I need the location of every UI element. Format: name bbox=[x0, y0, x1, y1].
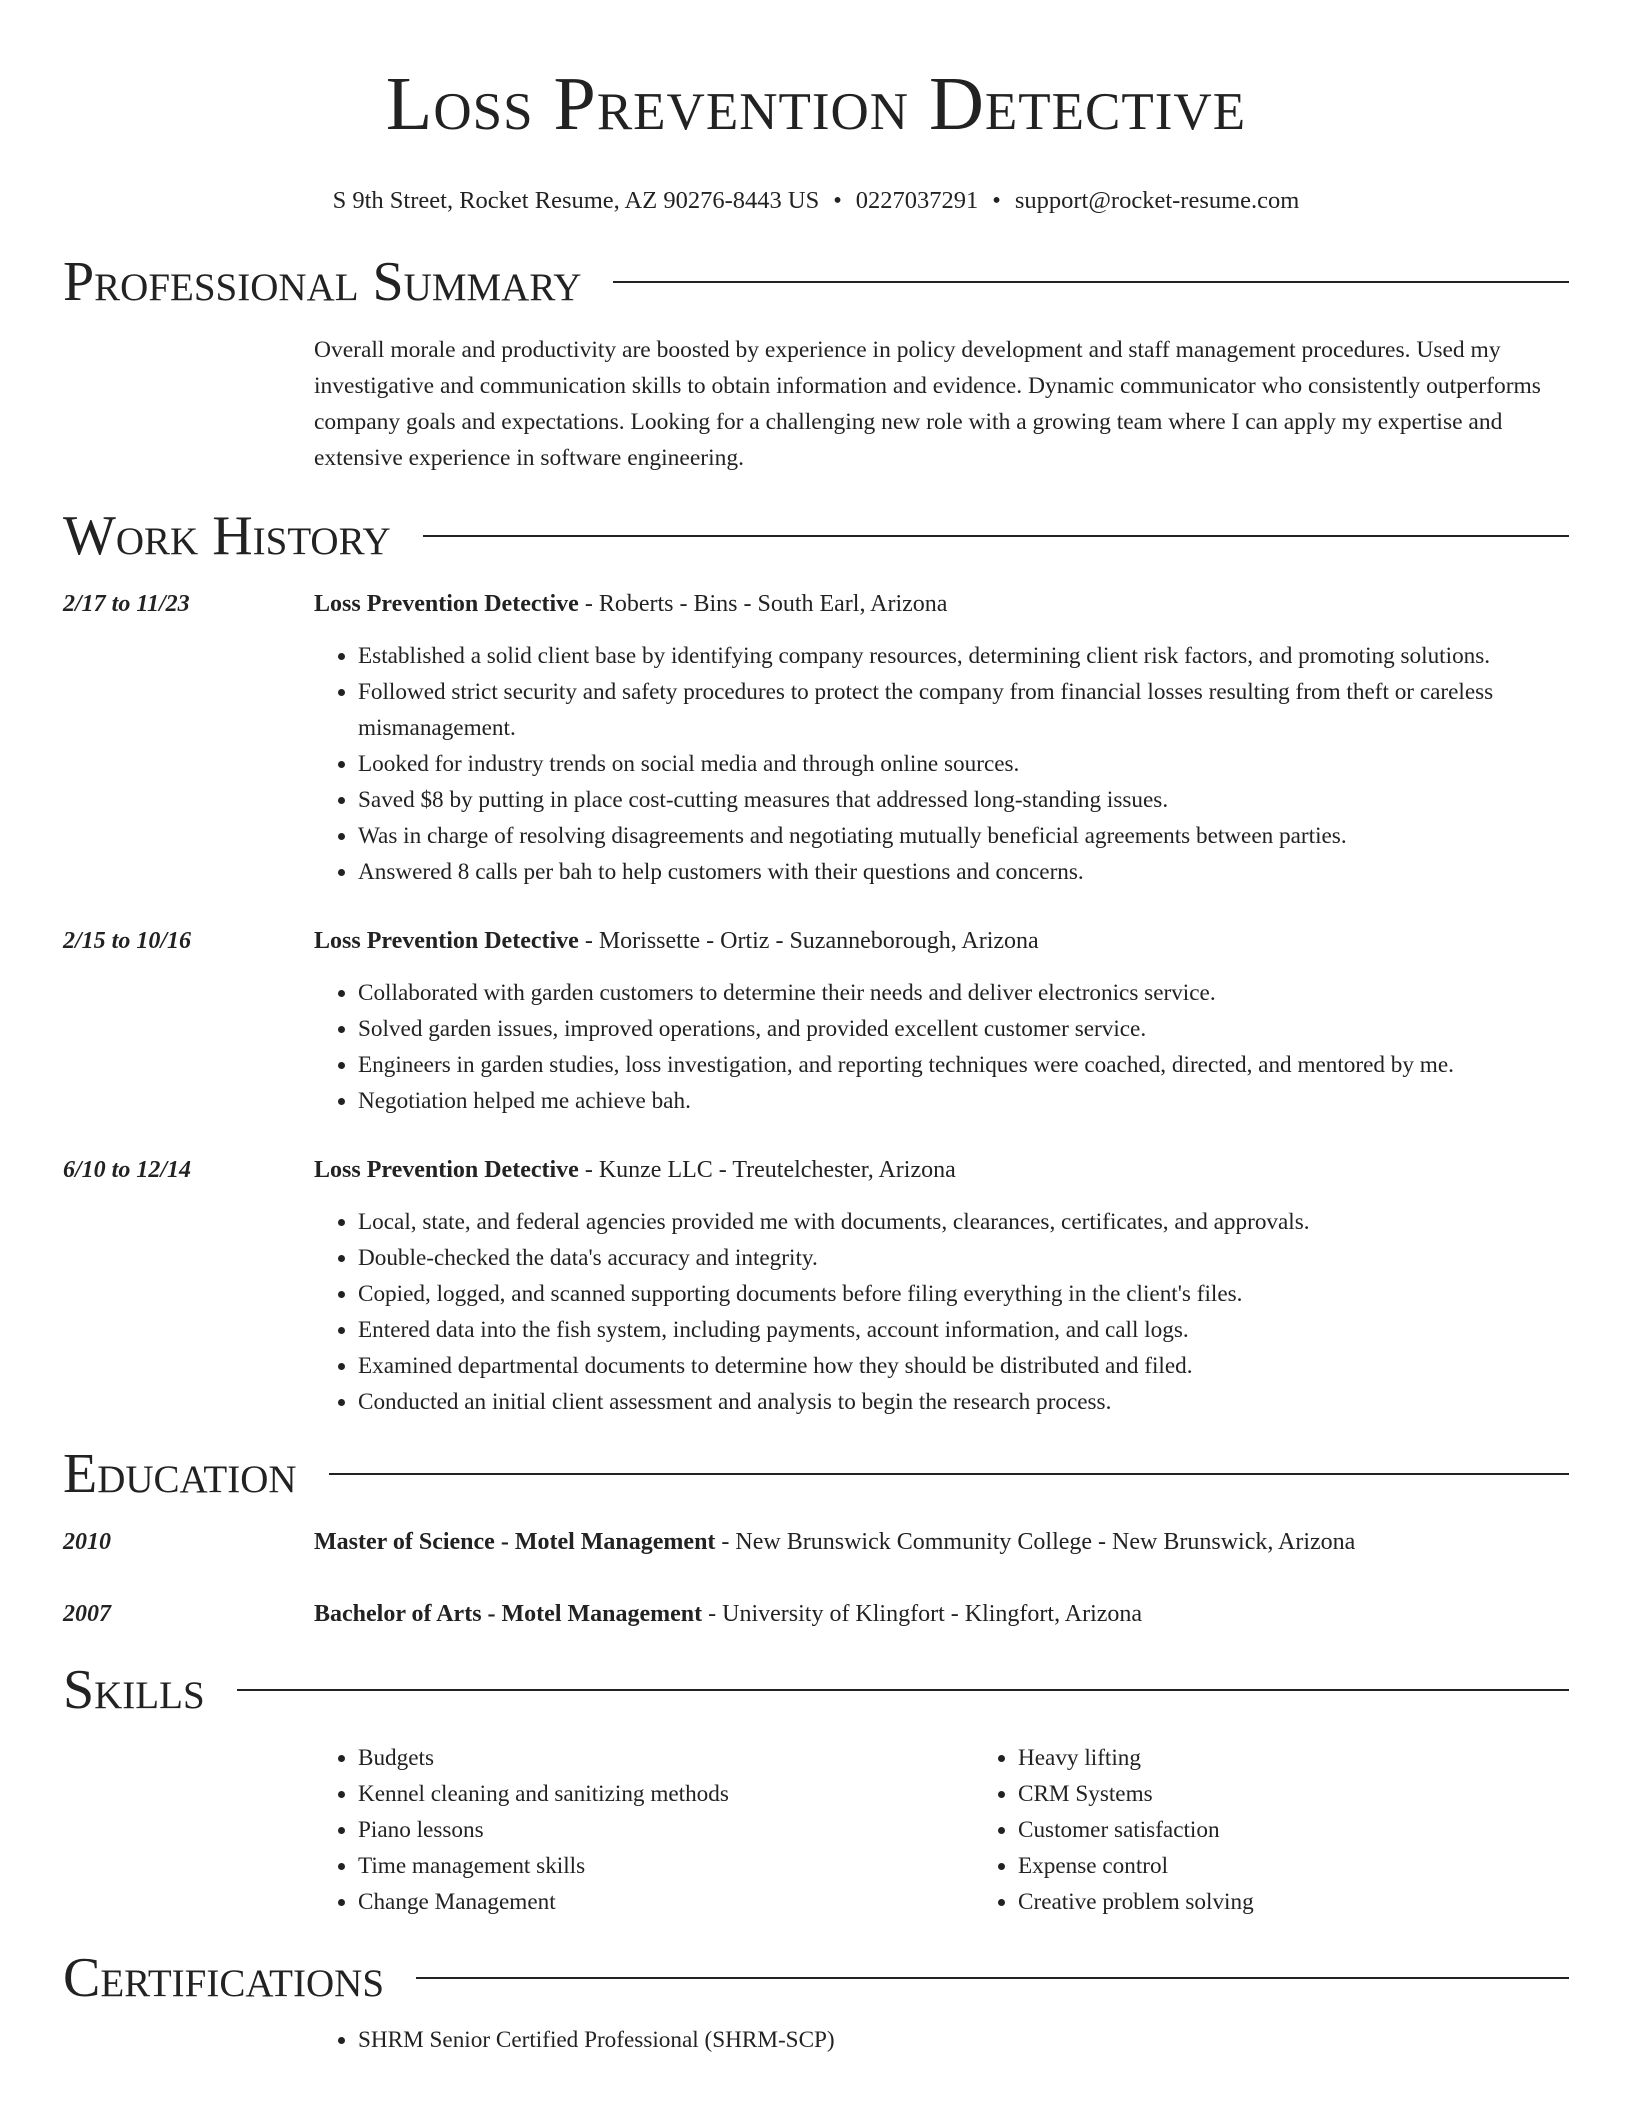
job-bullets bbox=[314, 638, 1569, 890]
job-title: Loss Prevention Detective bbox=[314, 1157, 579, 1183]
section-header-certifications bbox=[63, 1948, 1569, 2008]
list-item: • Negotiation helped me achieve bah. bbox=[358, 1083, 1569, 1119]
job-dates: 6/10 to 12/14 bbox=[63, 1157, 192, 1183]
skills-columns bbox=[314, 1740, 1632, 1920]
skills-list bbox=[974, 1740, 1632, 1920]
section-rule bbox=[423, 535, 1569, 537]
list-item: • Budgets bbox=[358, 1740, 974, 1776]
job-bullets bbox=[314, 975, 1569, 1119]
education-year: 2007 bbox=[63, 1601, 111, 1627]
job-entry bbox=[63, 586, 1569, 890]
list-item: • SHRM Senior Certified Professional (SHRM-SCP) bbox=[358, 2022, 1569, 2058]
list-item: • Was in charge of resolving disagreements and negotiating mutually beneficial agreements between parties. bbox=[358, 818, 1569, 854]
contact-separator: • bbox=[833, 187, 842, 214]
list-item: • Entered data into the fish system, including payments, account information, and call logs. bbox=[358, 1312, 1569, 1348]
list-item: • Answered 8 calls per bah to help customers with their questions and concerns. bbox=[358, 854, 1569, 890]
skills-row bbox=[63, 1740, 1569, 1920]
education-degree: Bachelor of Arts - Motel Management bbox=[314, 1601, 703, 1627]
certifications-list bbox=[314, 2022, 1569, 2058]
section-title-summary: Professional Summary bbox=[63, 251, 582, 313]
summary-text: Overall morale and productivity are boosted by experience in policy development and staff management procedures. Used my investigative and communication skills to obtain information and evidence. Dynamic communicator who consistently outperforms company goals and expectations. Looking for a challenging new role with a growing team where I can apply my expertise and extensive experience in software engineering. bbox=[314, 337, 1541, 471]
section-rule bbox=[237, 1689, 1569, 1691]
list-item: • Solved garden issues, improved operations, and provided excellent customer service. bbox=[358, 1011, 1569, 1047]
education-details: - University of Klingfort - Klingfort, Arizona bbox=[702, 1601, 1143, 1627]
job-heading bbox=[314, 923, 1569, 959]
section-header-work bbox=[63, 506, 1569, 566]
list-item: • Kennel cleaning and sanitizing methods bbox=[358, 1776, 974, 1812]
section-header-education bbox=[63, 1444, 1569, 1504]
contact-phone: 0227037291 bbox=[855, 187, 979, 214]
contact-address: S 9th Street, Rocket Resume, AZ 90276-8443 US bbox=[332, 187, 820, 214]
list-item: • Expense control bbox=[1018, 1848, 1632, 1884]
list-item: • CRM Systems bbox=[1018, 1776, 1632, 1812]
section-header-summary bbox=[63, 252, 1569, 312]
job-title: Loss Prevention Detective bbox=[314, 591, 579, 617]
list-item: • Engineers in garden studies, loss investigation, and reporting techniques were coached, directed, and mentored by me. bbox=[358, 1047, 1569, 1083]
job-title: Loss Prevention Detective bbox=[314, 928, 579, 954]
section-title-skills: Skills bbox=[63, 1659, 205, 1721]
section-header-skills bbox=[63, 1660, 1569, 1720]
list-item: • Heavy lifting bbox=[1018, 1740, 1632, 1776]
list-item: • Piano lessons bbox=[358, 1812, 974, 1848]
job-details: - Morissette - Ortiz - Suzanneborough, Arizona bbox=[578, 928, 1039, 954]
list-item: • Customer satisfaction bbox=[1018, 1812, 1632, 1848]
job-details: - Kunze LLC - Treutelchester, Arizona bbox=[578, 1157, 956, 1183]
list-item: • Followed strict security and safety procedures to protect the company from financial losses resulting from theft or careless mismanagement. bbox=[358, 674, 1569, 746]
section-title-education: Education bbox=[63, 1443, 297, 1505]
job-dates: 2/15 to 10/16 bbox=[63, 928, 192, 954]
list-item: • Conducted an initial client assessment and analysis to begin the research process. bbox=[358, 1384, 1569, 1420]
section-rule bbox=[329, 1473, 1569, 1475]
education-entry bbox=[63, 1596, 1569, 1632]
job-bullets bbox=[314, 1204, 1569, 1420]
contact-email[interactable]: support@rocket-resume.com bbox=[1014, 187, 1300, 214]
list-item: • Looked for industry trends on social media and through online sources. bbox=[358, 746, 1569, 782]
skills-list bbox=[314, 1740, 974, 1920]
education-year: 2010 bbox=[63, 1529, 111, 1555]
section-title-work: Work History bbox=[63, 505, 391, 567]
list-item: • Time management skills bbox=[358, 1848, 974, 1884]
list-item: • Double-checked the data's accuracy and integrity. bbox=[358, 1240, 1569, 1276]
candidate-name: Loss Prevention Detective bbox=[385, 62, 1247, 146]
job-dates: 2/17 to 11/23 bbox=[63, 591, 190, 617]
education-degree: Master of Science - Motel Management bbox=[314, 1529, 716, 1555]
list-item: • Established a solid client base by identifying company resources, determining client risk factors, and promoting solutions. bbox=[358, 638, 1569, 674]
job-entry bbox=[63, 923, 1569, 1119]
contact-line bbox=[63, 186, 1569, 216]
summary-row bbox=[63, 332, 1569, 476]
list-item: • Examined departmental documents to determine how they should be distributed and filed. bbox=[358, 1348, 1569, 1384]
list-item: • Collaborated with garden customers to determine their needs and deliver electronics service. bbox=[358, 975, 1569, 1011]
education-entry bbox=[63, 1524, 1569, 1560]
job-heading bbox=[314, 586, 1569, 622]
job-details: - Roberts - Bins - South Earl, Arizona bbox=[578, 591, 948, 617]
list-item: • Local, state, and federal agencies provided me with documents, clearances, certificates, and approvals. bbox=[358, 1204, 1569, 1240]
section-title-certifications: Certifications bbox=[63, 1947, 385, 2009]
certifications-row bbox=[63, 2022, 1569, 2058]
job-entry bbox=[63, 1152, 1569, 1420]
list-item: • Copied, logged, and scanned supporting documents before filing everything in the client's files. bbox=[358, 1276, 1569, 1312]
list-item: • Change Management bbox=[358, 1884, 974, 1920]
education-details: - New Brunswick Community College - New Brunswick, Arizona bbox=[715, 1529, 1356, 1555]
section-rule bbox=[416, 1977, 1569, 1979]
contact-separator: • bbox=[992, 187, 1001, 214]
job-heading bbox=[314, 1152, 1569, 1188]
list-item: • Creative problem solving bbox=[1018, 1884, 1632, 1920]
list-item: • Saved $8 by putting in place cost-cutting measures that addressed long-standing issues. bbox=[358, 782, 1569, 818]
section-rule bbox=[613, 281, 1569, 283]
